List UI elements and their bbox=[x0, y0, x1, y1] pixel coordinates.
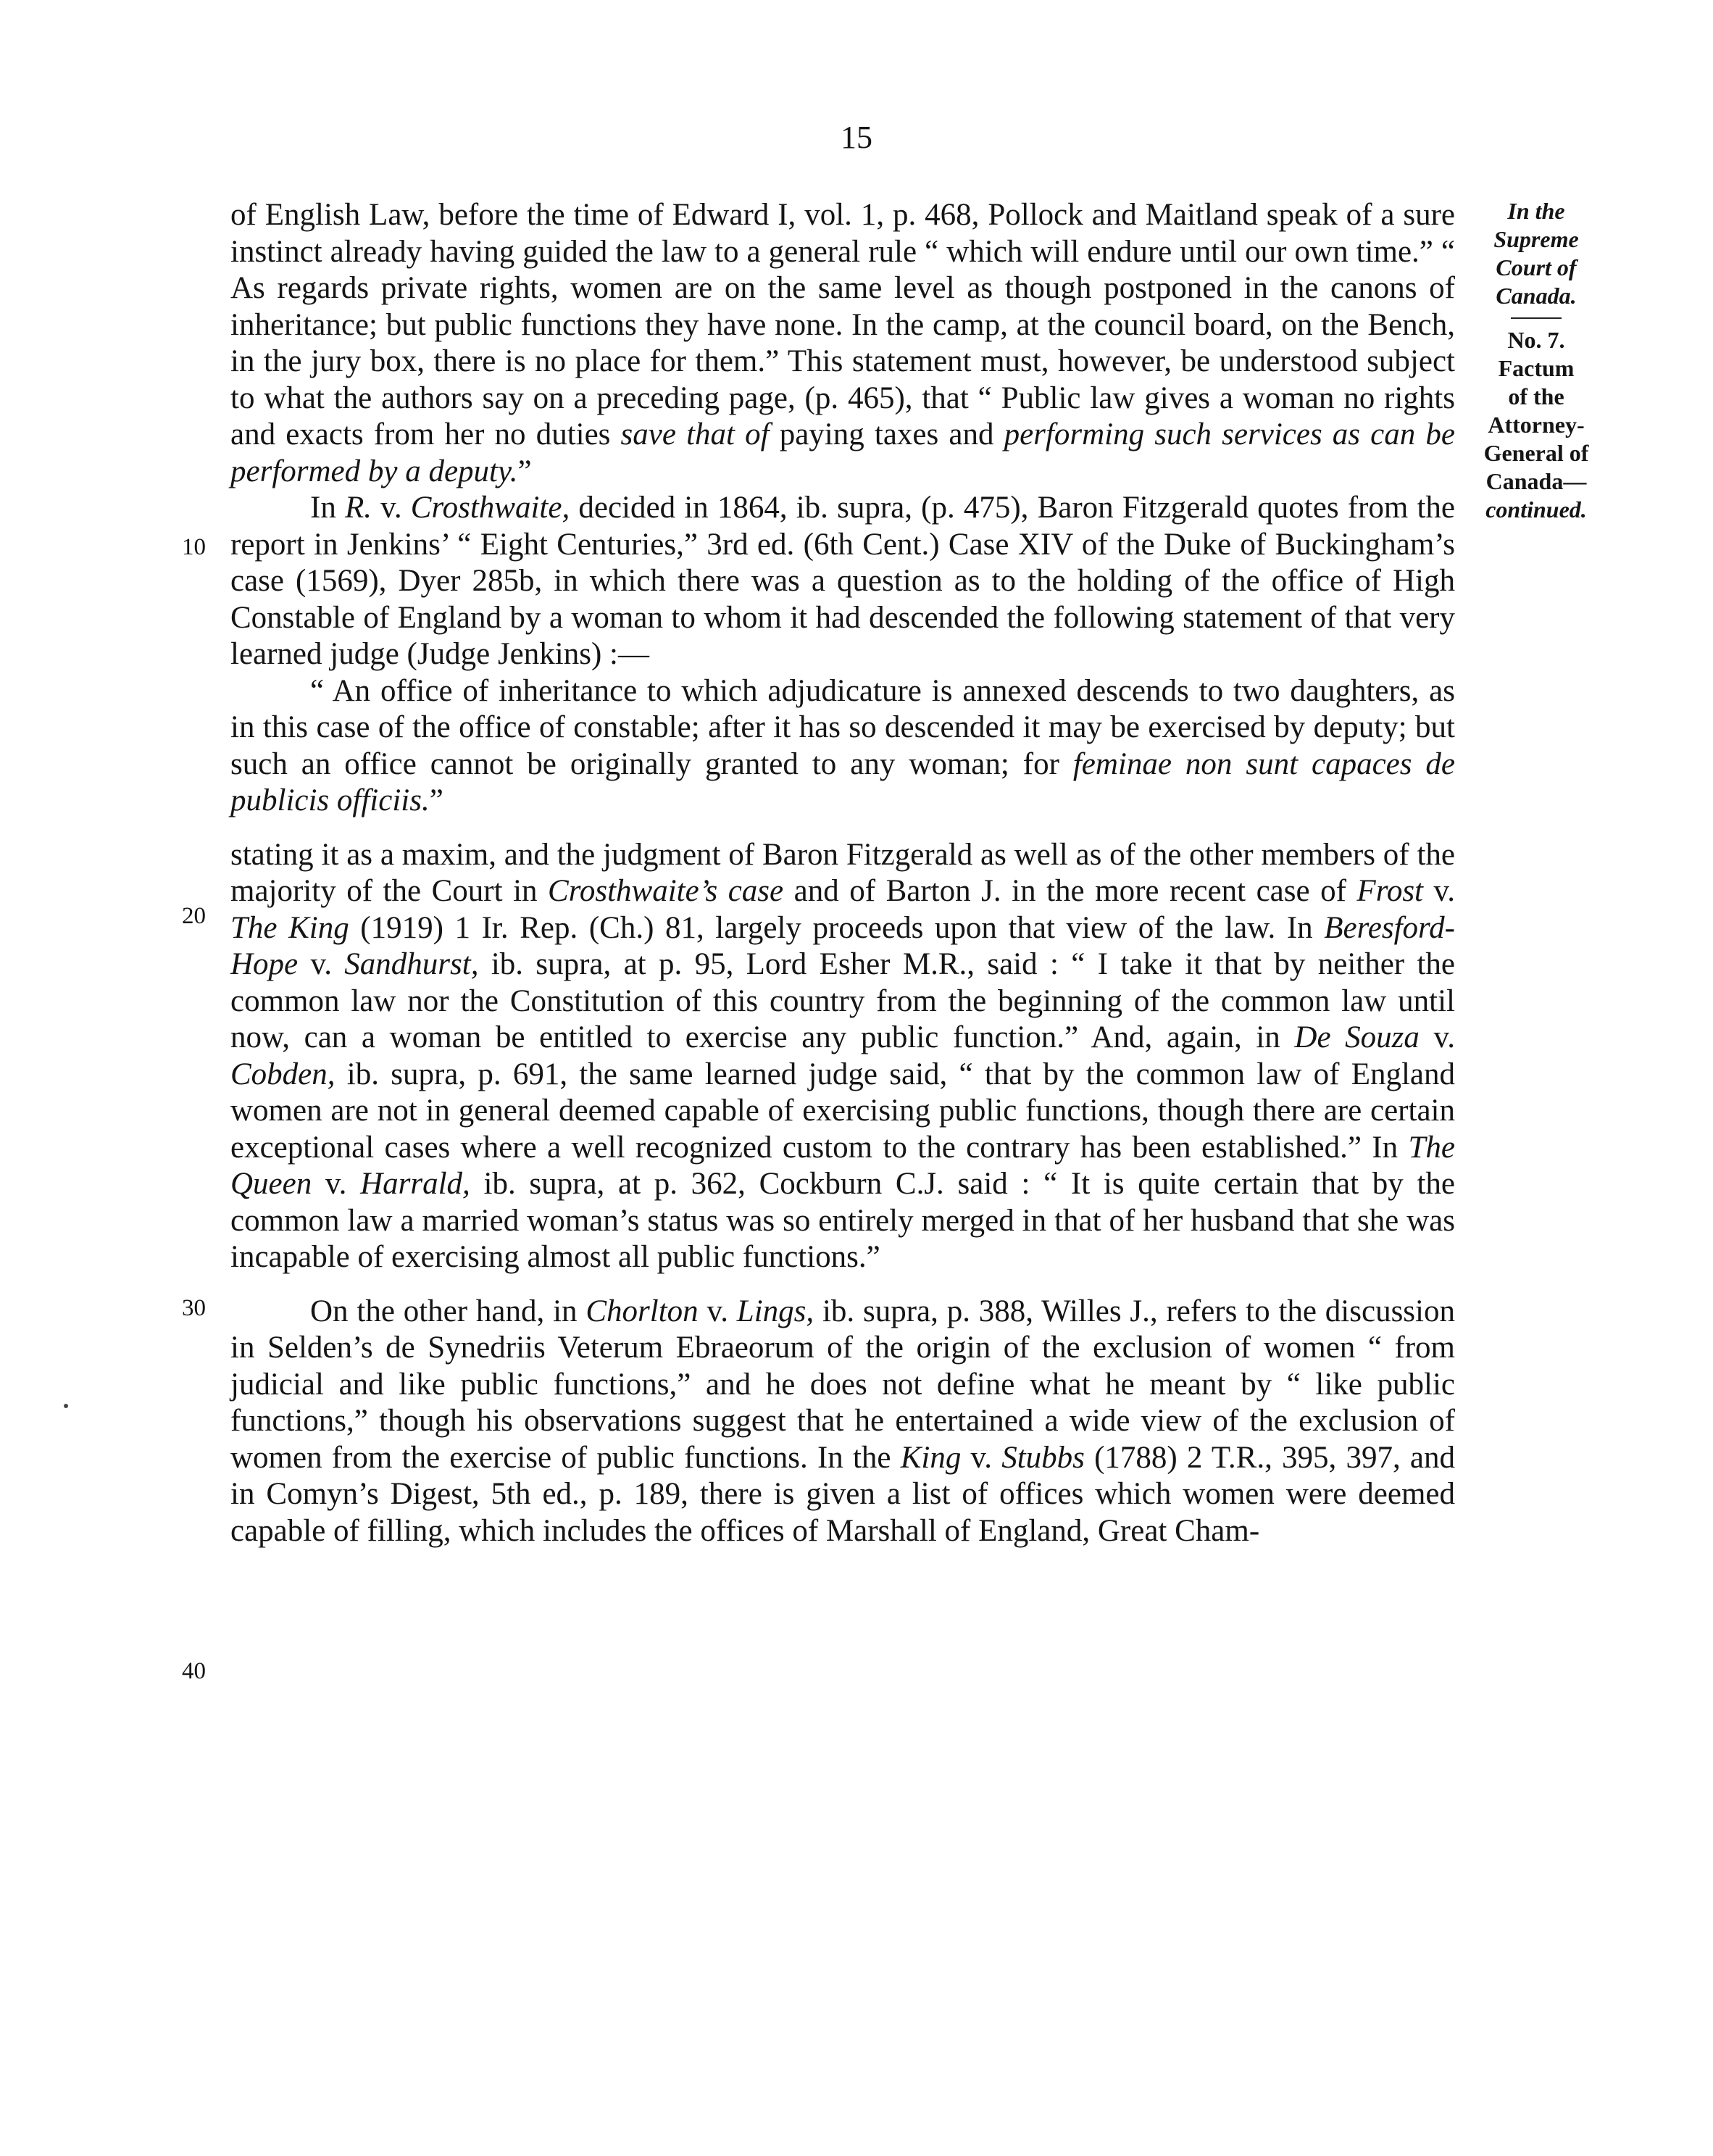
text-run: ib. supra, p. 388, Willes J., refers to the discussion in Selden’s de Synedriis Veterum Ebraeorum of the origin of the exclusion of women “ from judicial and like public functions,” and he does not define what he meant by “ like public functions,” though his observations suggest that he entertained a wide view of the exclusion of women from the exercise of public functions. In the bbox=[230, 1294, 1455, 1475]
text-run: v. bbox=[1419, 1020, 1455, 1054]
italic-run: Beresford-Hope bbox=[230, 910, 1455, 981]
line-number-30: 30 bbox=[182, 1295, 206, 1321]
italic-run: save that of bbox=[620, 417, 770, 451]
text-run: ” bbox=[517, 454, 532, 488]
margin-speck bbox=[64, 1404, 68, 1408]
text-run: v. bbox=[298, 947, 345, 981]
italic-run: Stubbs bbox=[1001, 1440, 1085, 1475]
margin-note-document bbox=[1464, 326, 1609, 496]
italic-run: Sandhurst, bbox=[344, 947, 479, 981]
text-run: In bbox=[310, 491, 345, 525]
margin-note-line: Canada— bbox=[1485, 468, 1587, 494]
margin-note-line: of the bbox=[1508, 383, 1564, 409]
text-run: paying taxes and bbox=[769, 417, 1004, 451]
text-run: On the other hand, in bbox=[310, 1294, 586, 1328]
text-run: of English Law, before the time of Edward I, vol. 1, p. 468, Pollock and Maitland speak of a sure instinct already having guided the law to a general rule “ which will endure until our own time.” “ As regards private rights, women are on the same level as though postponed in the canons of inheritance; but public functions they have none. In the camp, at the council board, on the Bench, in the jury box, there is no place for them.” This statement must, however, be understood subject to what the authors say on a preceding page, (p. 465), that “ Public law gives a woman no rights and exacts from her no duties bbox=[230, 198, 1455, 451]
italic-run: R. bbox=[344, 491, 372, 525]
italic-run: Chorlton bbox=[585, 1294, 699, 1328]
text-run: v. bbox=[1423, 874, 1455, 908]
italic-run: Lings, bbox=[736, 1294, 814, 1328]
text-run: v. bbox=[372, 491, 411, 525]
paragraph-4 bbox=[230, 1294, 1455, 1550]
margin-note-line: Supreme bbox=[1493, 226, 1579, 252]
margin-note-line: Factum bbox=[1498, 355, 1575, 381]
paragraph-3 bbox=[230, 837, 1455, 1276]
italic-run: The King bbox=[230, 910, 349, 945]
italic-run: Frost bbox=[1356, 874, 1424, 908]
text-run: ib. supra, at p. 95, Lord Esher M.R., said : “ I take it that by neither the common law nor the Constitution of this country from the beginning of the common law until now, can a woman be entitled to exercise any public function.” And, again, in bbox=[230, 947, 1455, 1054]
paragraph-1 bbox=[230, 197, 1455, 490]
italic-run: Crosthwaite, bbox=[410, 491, 570, 525]
text-run: v. bbox=[698, 1294, 737, 1328]
italic-run: Harrald, bbox=[360, 1167, 470, 1201]
italic-run: feminae non sunt capaces de publicis officiis. bbox=[230, 746, 1456, 817]
margin-note-line: In the bbox=[1507, 198, 1565, 224]
margin-note-line: General of bbox=[1483, 440, 1589, 466]
text-run: decided in 1864, ib. supra, (p. 475), Baron Fitzgerald quotes from the report in Jenkins’ “ Eight Centuries,” 3rd ed. (6th Cent.) Case XIV of the Duke of Buckingham’s case (1569), Dyer 285b, in which there was a question as to the holding of the office of High Constable of England by a woman to whom it had descended the following statement of that very learned judge (Judge Jenkins) :— bbox=[230, 491, 1455, 671]
text-run: v. bbox=[312, 1167, 361, 1201]
text-run: (1919) 1 Ir. Rep. (Ch.) 81, largely proceeds upon that view of the law. In bbox=[349, 910, 1325, 945]
italic-run: Cobden, bbox=[230, 1057, 335, 1091]
paragraph-2 bbox=[230, 490, 1455, 673]
italic-run: King bbox=[900, 1440, 962, 1475]
margin-note-divider bbox=[1511, 317, 1562, 319]
margin-note-line: Attorney- bbox=[1488, 412, 1585, 438]
line-number-40: 40 bbox=[182, 1658, 206, 1684]
margin-note-court bbox=[1464, 197, 1609, 310]
italic-run: performing such services as can be performed by a deputy. bbox=[230, 417, 1455, 488]
margin-note bbox=[1464, 197, 1609, 524]
line-number-20: 20 bbox=[182, 903, 206, 929]
text-run: “ An office of inheritance to which adjudicature is annexed descends to two daughters, as in this case of the office of constable; after it has so descended it may be exercised by deputy; but such an office cannot be originally granted to any woman; for bbox=[230, 673, 1455, 781]
line-number-10: 10 bbox=[182, 534, 206, 560]
text-run: ib. supra, at p. 362, Cockburn C.J. said : “ It is quite certain that by the common law a married woman’s status was so entirely merged in that of her husband that she was incapable of exercising almost all public functions.” bbox=[230, 1167, 1455, 1274]
text-run: (1788) 2 T.R., 395, 397, and in Comyn’s Digest, 5th ed., p. 189, there is given a list of offices which women were deemed capable of filling, which includes the offices of Marshall of England, Great Cham- bbox=[230, 1440, 1455, 1548]
italic-run: Crosthwaite’s case bbox=[548, 874, 784, 908]
text-run: and of Barton J. in the more recent case of bbox=[783, 874, 1357, 908]
text-run: ” bbox=[429, 783, 443, 817]
margin-note-line: Canada. bbox=[1496, 283, 1577, 309]
margin-note-continued: continued. bbox=[1485, 496, 1587, 523]
text-run: stating it as a maxim, and the judgment of Baron Fitzgerald as well as of the other members of the majority of the Court in bbox=[230, 837, 1455, 908]
margin-note-line: Court of bbox=[1496, 254, 1577, 280]
italic-run: De Souza bbox=[1294, 1020, 1420, 1054]
page-number: 15 bbox=[841, 120, 872, 155]
margin-note-line: No. 7. bbox=[1507, 327, 1565, 353]
text-run: v. bbox=[961, 1440, 1002, 1475]
block-quote bbox=[230, 673, 1455, 820]
main-text bbox=[230, 197, 1455, 1549]
italic-run: The Queen bbox=[230, 1130, 1455, 1201]
text-run: ib. supra, p. 691, the same learned judge said, “ that by the common law of England women are not in general deemed capable of exercising public functions, though there are certain exceptional cases where a well recognized custom to the contrary has been established.” In bbox=[230, 1057, 1455, 1165]
